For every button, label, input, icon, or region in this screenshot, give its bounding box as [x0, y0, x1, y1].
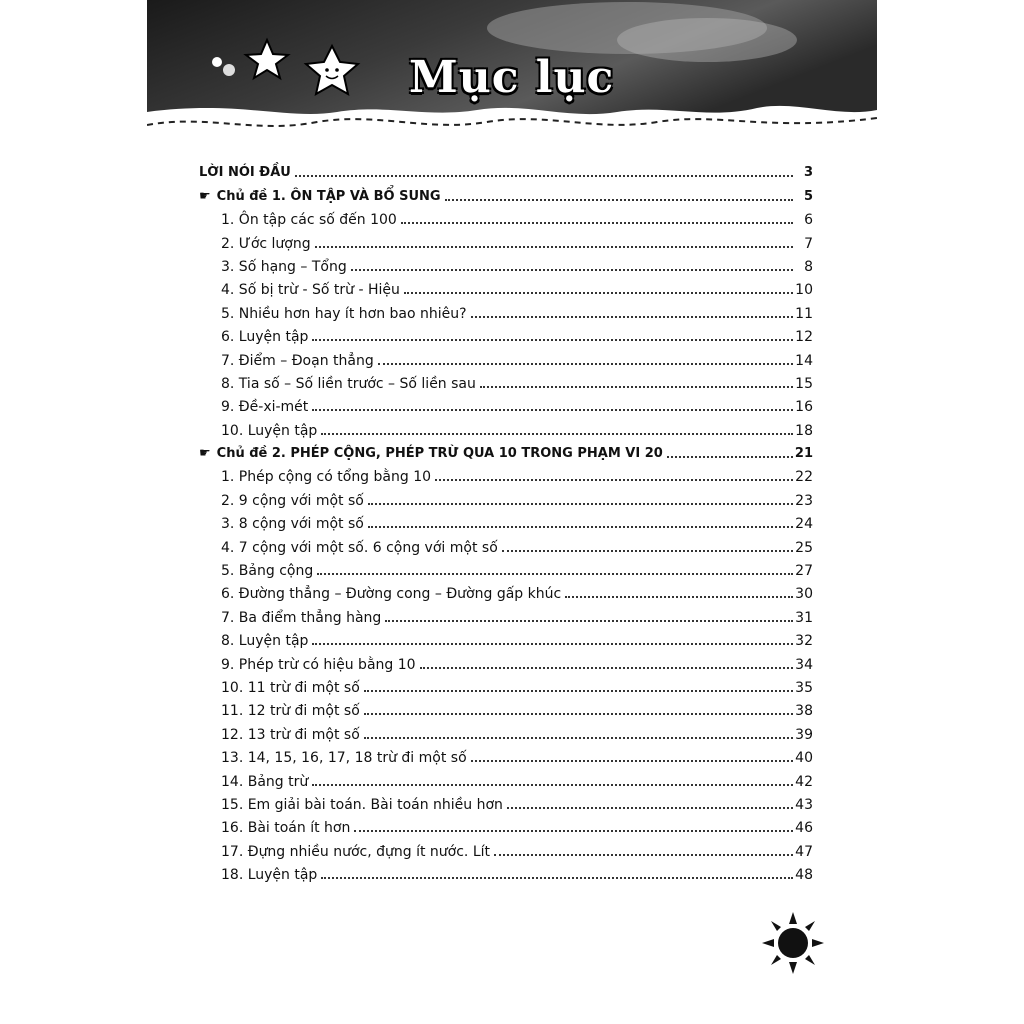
toc-page-number: 21	[794, 446, 813, 462]
toc-page-number: 11	[795, 305, 813, 322]
toc-item[interactable]	[199, 509, 813, 532]
toc-label: 10. Luyện tập	[199, 423, 319, 439]
dot-leader	[321, 432, 793, 435]
dot-leader	[351, 268, 793, 271]
toc-page-number: 10	[795, 282, 813, 299]
toc-item[interactable]	[199, 766, 813, 789]
toc-page-number: 40	[795, 750, 813, 767]
toc-page-number: 46	[795, 820, 813, 837]
toc-item[interactable]	[199, 228, 813, 251]
toc-label: 18. Luyện tập	[199, 867, 319, 883]
toc-page-number: 7	[804, 235, 813, 252]
dot-leader	[404, 291, 793, 294]
toc-item[interactable]	[199, 369, 813, 392]
pointing-hand-icon: ☛	[199, 446, 211, 462]
toc-item[interactable]	[199, 696, 813, 719]
toc-page-number: 12	[795, 329, 813, 346]
toc-item[interactable]	[199, 462, 813, 485]
toc-label: 2. Ước lượng	[199, 236, 313, 252]
toc-label: 10. 11 trừ đi một số	[199, 680, 362, 696]
toc-label: LỜI NÓI ĐẦU	[199, 165, 291, 181]
toc-chapter-1[interactable]	[199, 181, 813, 204]
dot-leader	[312, 408, 793, 411]
dot-leader	[507, 806, 793, 809]
toc-page-number: 15	[795, 375, 813, 392]
toc-label: 9. Đề-xi-mét	[199, 399, 310, 415]
dot-leader	[364, 736, 793, 739]
toc-label: 1. Ôn tập các số đến 100	[199, 212, 399, 228]
dot-leader	[354, 829, 793, 832]
toc-page-number: 31	[795, 609, 813, 626]
toc-item[interactable]	[199, 836, 813, 859]
dot-leader	[295, 174, 793, 177]
toc-item[interactable]	[199, 392, 813, 415]
toc-label: 13. 14, 15, 16, 17, 18 trừ đi một số	[199, 750, 469, 766]
toc-page-number: 30	[795, 586, 813, 603]
toc-label: 2. 9 cộng với một số	[199, 493, 366, 509]
dot-leader	[401, 221, 793, 224]
dot-leader	[565, 595, 793, 598]
dot-leader	[494, 853, 793, 856]
toc-label: Chủ đề 2. PHÉP CỘNG, PHÉP TRỪ QUA 10 TRONG PHẠM VI 20	[216, 446, 663, 462]
toc-page-number: 8	[804, 258, 813, 275]
toc-page-number: 25	[795, 539, 813, 556]
toc-page-number: 47	[795, 843, 813, 860]
toc-item[interactable]	[199, 485, 813, 508]
dot-leader	[364, 712, 793, 715]
dot-leader	[385, 619, 793, 622]
sun-icon	[762, 912, 824, 974]
toc-item[interactable]	[199, 298, 813, 321]
toc-item[interactable]	[199, 556, 813, 579]
toc-label: 7. Điểm – Đoạn thẳng	[199, 353, 376, 369]
dot-leader	[502, 549, 793, 552]
toc-label: 9. Phép trừ có hiệu bằng 10	[199, 657, 418, 673]
toc-page-number: 27	[795, 563, 813, 580]
toc-label: 1. Phép cộng có tổng bằng 10	[199, 469, 433, 485]
toc-page-number: 43	[795, 796, 813, 813]
dot-leader	[378, 362, 793, 365]
toc-item[interactable]	[199, 579, 813, 602]
toc-page-number: 48	[795, 867, 813, 884]
toc-item[interactable]	[199, 345, 813, 368]
toc-chapter-2[interactable]	[199, 439, 813, 462]
toc-item[interactable]	[199, 602, 813, 625]
toc-label: 3. Số hạng – Tổng	[199, 259, 349, 275]
toc-item[interactable]	[199, 649, 813, 672]
dot-leader	[368, 525, 793, 528]
toc-label: 8. Luyện tập	[199, 633, 310, 649]
toc-page-number: 39	[795, 726, 813, 743]
toc-item[interactable]	[199, 626, 813, 649]
toc-page-number: 16	[795, 399, 813, 416]
toc-page-number: 6	[804, 212, 813, 229]
toc-page-number: 32	[795, 633, 813, 650]
dot-leader	[667, 455, 793, 458]
toc-page-number: 35	[795, 679, 813, 696]
dot-leader	[312, 338, 793, 341]
toc-page-number: 22	[795, 469, 813, 486]
dot-leader	[445, 198, 793, 201]
pointing-hand-icon: ☛	[199, 188, 211, 204]
dot-leader	[317, 572, 793, 575]
toc-label: 16. Bài toán ít hơn	[199, 820, 352, 836]
toc-page-number: 42	[795, 773, 813, 790]
toc-preface[interactable]	[199, 158, 813, 181]
toc-label: 17. Đựng nhiều nước, đựng ít nước. Lít	[199, 844, 492, 860]
toc-page-number: 3	[803, 165, 813, 181]
toc-label: 4. Số bị trừ - Số trừ - Hiệu	[199, 282, 402, 298]
toc-item[interactable]	[199, 322, 813, 345]
toc-page-number: 24	[795, 516, 813, 533]
toc-item[interactable]	[199, 532, 813, 555]
dot-leader	[471, 315, 793, 318]
page-title: Mục lục	[409, 52, 615, 103]
toc-label: 11. 12 trừ đi một số	[199, 703, 362, 719]
toc-label: 14. Bảng trừ	[199, 774, 310, 790]
toc-label: 12. 13 trừ đi một số	[199, 727, 362, 743]
dot-leader	[420, 666, 793, 669]
dot-leader	[321, 876, 793, 879]
toc-page-number: 34	[795, 656, 813, 673]
toc-label: Chủ đề 1. ÔN TẬP VÀ BỔ SUNG	[216, 188, 441, 204]
toc-label: 3. 8 cộng với một số	[199, 516, 366, 532]
toc-label: 15. Em giải bài toán. Bài toán nhiều hơn	[199, 797, 505, 813]
toc-item[interactable]	[199, 743, 813, 766]
dot-leader	[471, 759, 793, 762]
toc-item[interactable]	[199, 719, 813, 742]
toc-page-number: 5	[803, 188, 813, 204]
toc-page-number: 14	[795, 352, 813, 369]
toc-item[interactable]	[199, 860, 813, 883]
toc-item[interactable]	[199, 415, 813, 438]
toc-item[interactable]	[199, 673, 813, 696]
document-page	[147, 0, 877, 1024]
table-of-contents	[199, 158, 813, 883]
dot-leader	[312, 783, 793, 786]
toc-label: 5. Bảng cộng	[199, 563, 315, 579]
toc-item[interactable]	[199, 205, 813, 228]
toc-page-number: 38	[795, 703, 813, 720]
dot-leader	[480, 385, 793, 388]
toc-item[interactable]	[199, 813, 813, 836]
toc-item[interactable]	[199, 790, 813, 813]
toc-label: 6. Đường thẳng – Đường cong – Đường gấp khúc	[199, 586, 563, 602]
toc-item[interactable]	[199, 252, 813, 275]
toc-label: 6. Luyện tập	[199, 329, 310, 345]
toc-page-number: 18	[795, 422, 813, 439]
toc-label: 5. Nhiều hơn hay ít hơn bao nhiêu?	[199, 306, 469, 322]
toc-label: 4. 7 cộng với một số. 6 cộng với một số	[199, 540, 500, 556]
toc-item[interactable]	[199, 275, 813, 298]
toc-label: 8. Tia số – Số liền trước – Số liền sau	[199, 376, 478, 392]
dot-leader	[312, 642, 793, 645]
toc-label: 7. Ba điểm thẳng hàng	[199, 610, 383, 626]
dot-leader	[364, 689, 793, 692]
dot-leader	[315, 245, 793, 248]
dot-leader	[435, 478, 793, 481]
dot-leader	[368, 502, 793, 505]
toc-page-number: 23	[795, 492, 813, 509]
